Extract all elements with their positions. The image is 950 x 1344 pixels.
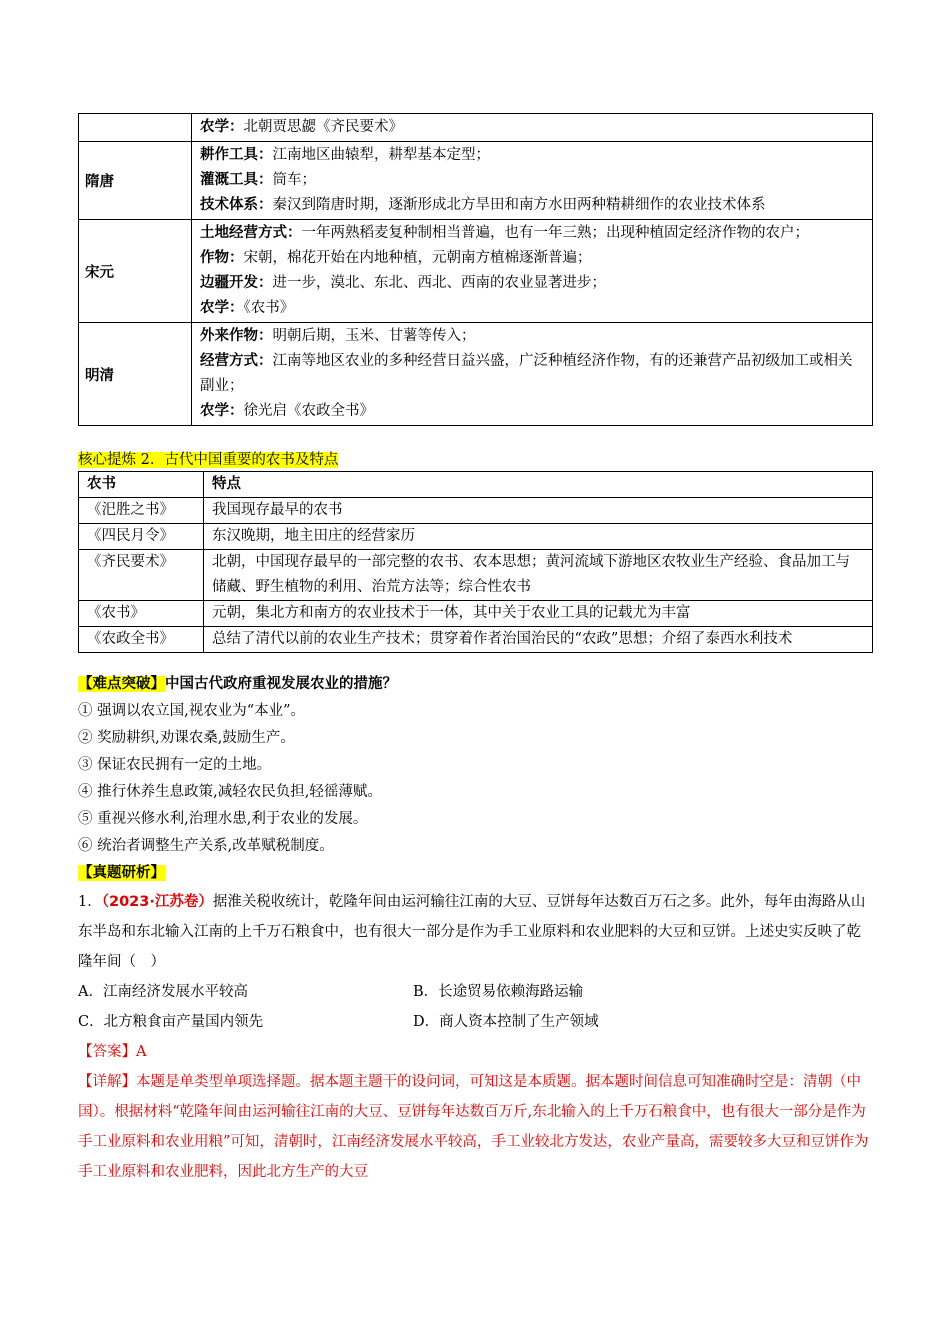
table-cell: 元朝，集北方和南方的农业技术于一体，其中关于农业工具的记载尤为丰富 [204,601,873,627]
difficulty-title: 【难点突破】中国古代政府重视发展农业的措施？ [78,676,397,692]
era-cell [79,114,192,142]
question-source: （2023·江苏卷） [101,894,213,910]
list-item: ② 奖励耕织,劝课农桑,鼓励生产。 [78,730,295,746]
era-cell: 宋元 [79,220,192,323]
table-cell: 《农政全书》 [79,627,204,653]
agriculture-era-table [78,113,873,426]
table-cell: 《农书》 [79,601,204,627]
answer-detail: 【详解】本题是单类型单项选择题。据本题主题干的设问词，可知这是本质题。据本题时间信息可知准确时空是：清朝（中国）。根据材料“乾隆年间由运河输往江南的大豆、豆饼每年达数百万斤,东北输入的上千万石粮食中，也有很大一部分是作为手工业原料和农业用粮”可知，清朝时，江南经济发展水平较高，手工业较北方发达，农业产量高，需要较多大豆和豆饼作为手工业原料和农业肥料，因此北方生产的大豆 [78,1074,869,1180]
option-c: C．北方粮食亩产量国内领先 [78,1014,264,1030]
list-item: ⑥ 统治者调整生产关系,改革赋税制度。 [78,838,334,854]
column-header: 农书 [79,472,204,498]
content-cell: 外来作物：明朝后期，玉米、甘薯等传入； 经营方式：江南等地区农业的多种经营日益兴盛，广泛种植经济作物，有的还兼营产品初级加工或相关副业； 农学：徐光启《农政全书》 [192,323,873,426]
option-a: A．江南经济发展水平较高 [78,984,248,1000]
table-row [79,627,873,653]
list-item: ① 强调以农立国,视农业为“本业”。 [78,703,306,719]
agri-books-table [78,471,873,653]
table-cell: 《四民月令》 [79,524,204,550]
list-item: ④ 推行休养生息政策,减轻农民负担,轻徭薄赋。 [78,784,382,800]
table-cell: 《齐民要术》 [79,550,204,601]
era-cell: 隋唐 [79,142,192,220]
column-header: 特点 [204,472,873,498]
table-cell: 东汉晚期，地主田庄的经营家历 [204,524,873,550]
difficulty-section [78,671,873,887]
list-item: ③ 保证农民拥有一定的土地。 [78,757,272,773]
exam-tag: 【真题研析】 [78,865,165,881]
question-stem: 1．（2023·江苏卷）据淮关税收统计，乾隆年间由运河输往江南的大豆、豆饼每年达数百万石之多。此外，每年由海路从山东半岛和东北输入江南的上千万石粮食中，也有很大一部分是作为手工业原料和农业肥料的大豆和豆饼。上述史实反映了乾隆年间（ ） [78,894,866,970]
table-row [79,524,873,550]
table-cell: 总结了清代以前的农业生产技术；贯穿着作者治国治民的“农政”思想；介绍了泰西水利技术 [204,627,873,653]
options-row [78,1007,873,1037]
table-header-row [79,472,873,498]
table-cell: 北朝，中国现存最早的一部完整的农书、农本思想；黄河流域下游地区农牧业生产经验、食品加工与储藏、野生植物的利用、治荒方法等；综合性农书 [204,550,873,601]
options-row [78,977,873,1007]
table-cell: 《汜胜之书》 [79,498,204,524]
option-b: B．长途贸易依赖海路运输 [413,984,584,1000]
content-cell: 农学：北朝贾思勰《齐民要术》 [192,114,873,142]
section-heading: 核心提炼 2．古代中国重要的农书及特点 [78,452,339,468]
option-d: D．商人资本控制了生产领域 [413,1014,599,1030]
list-item: ⑤ 重视兴修水利,治理水患,利于农业的发展。 [78,811,368,827]
document-page [78,113,873,1187]
table-row [79,323,873,426]
table-cell: 我国现存最早的农书 [204,498,873,524]
era-cell: 明清 [79,323,192,426]
answer-line: 【答案】A [78,1044,147,1060]
table-row [79,498,873,524]
content-cell: 土地经营方式：一年两熟稻麦复种制相当普遍，也有一年三熟；出现种植固定经济作物的农户； 作物：宋朝，棉花开始在内地种植，元朝南方植棉逐渐普遍； 边疆开发：进一步，漠北、东北、西北、西南的农业显著进步； 农学：《农书》 [192,220,873,323]
table-row [79,601,873,627]
table-row [79,142,873,220]
table-row [79,114,873,142]
table-row [79,220,873,323]
table-row [79,550,873,601]
content-cell: 耕作工具：江南地区曲辕犁，耕犁基本定型； 灌溉工具：筒车； 技术体系：秦汉到隋唐时期，逐渐形成北方旱田和南方水田两种精耕细作的农业技术体系 [192,142,873,220]
